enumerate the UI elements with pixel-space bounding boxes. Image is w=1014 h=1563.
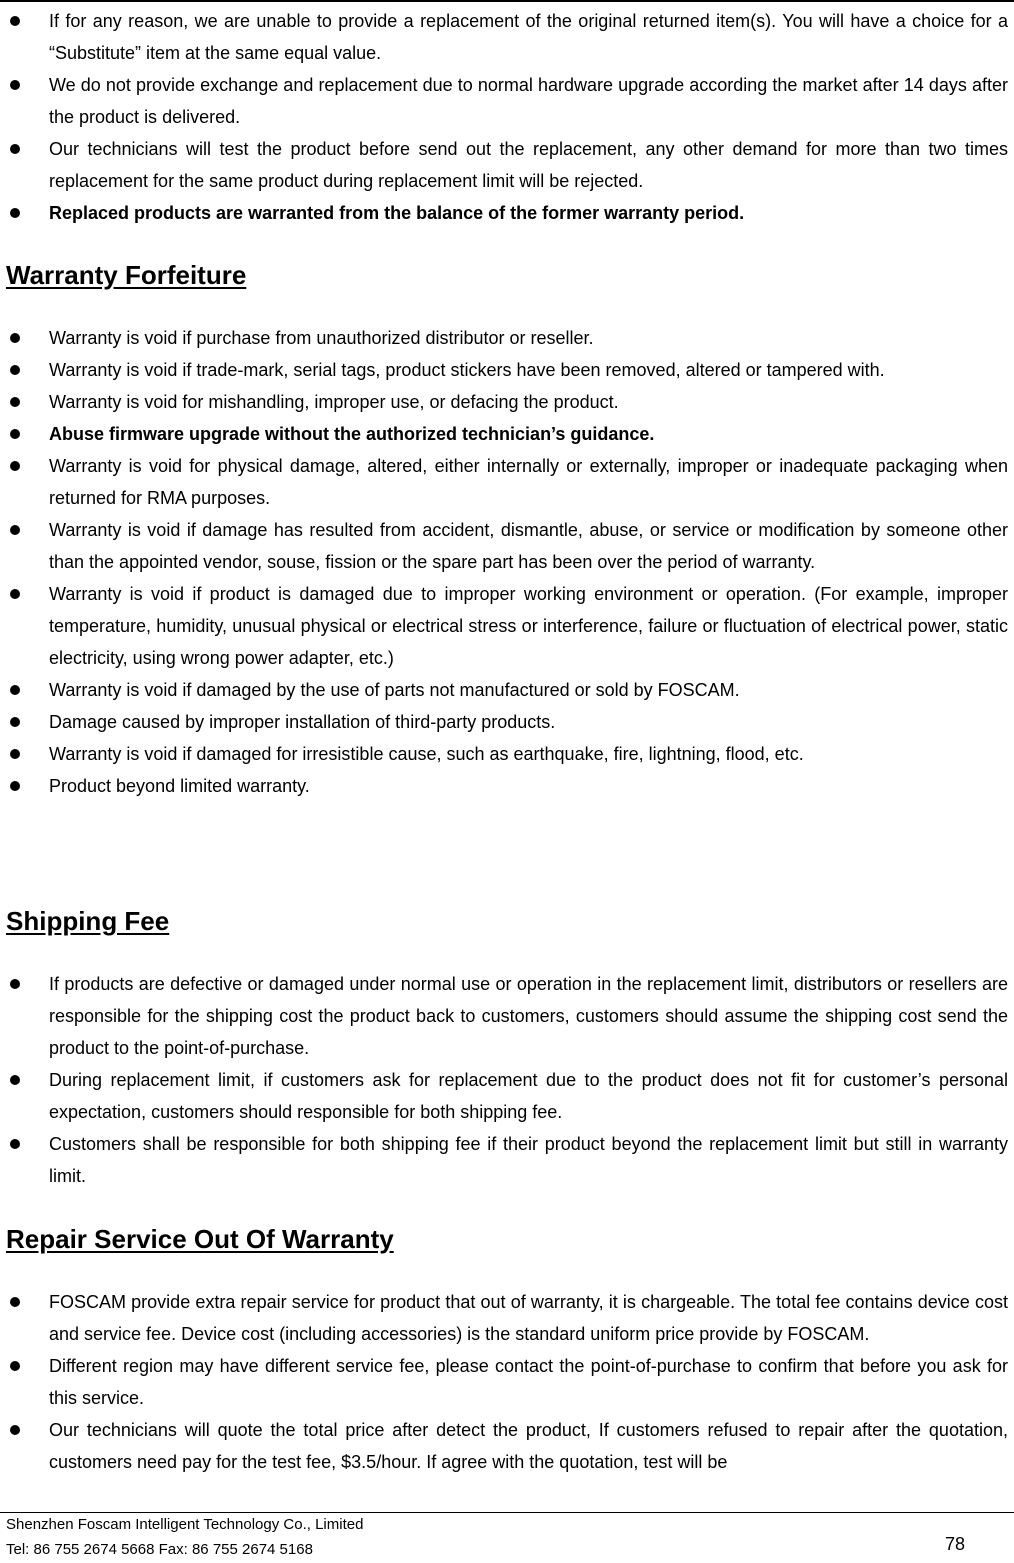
footer-contact: Tel: 86 755 2674 5668 Fax: 86 755 2674 5168 xyxy=(6,1541,313,1558)
bullet-icon xyxy=(10,80,20,90)
list-item: Warranty is void if damage has resulted from accident, dismantle, abuse, or service or modification by someone other than the appointed vendor, souse, fission or the spare part has been over the period of warranty. xyxy=(0,514,1014,578)
top-rule xyxy=(0,0,1014,2)
section-heading-shipping-fee: Shipping Fee xyxy=(6,906,170,936)
repair-service-list xyxy=(0,1286,1014,1478)
bullet-icon xyxy=(10,429,20,439)
bullet-icon xyxy=(10,781,20,791)
bullet-icon xyxy=(10,397,20,407)
bullet-icon xyxy=(10,1139,20,1149)
bullet-icon xyxy=(10,16,20,26)
shipping-fee-list xyxy=(0,968,1014,1192)
bullet-icon xyxy=(10,1297,20,1307)
bullet-icon xyxy=(10,685,20,695)
bullet-icon xyxy=(10,208,20,218)
list-item: FOSCAM provide extra repair service for product that out of warranty, it is chargeable. The total fee contains device cost and service fee. Device cost (including accessories) is the standard uniform price provide by FOSCAM. xyxy=(0,1286,1014,1350)
warranty-forfeiture-list xyxy=(0,322,1014,802)
list-item: Abuse firmware upgrade without the authorized technician’s guidance. xyxy=(0,418,1014,450)
list-item: Warranty is void if damaged by the use of parts not manufactured or sold by FOSCAM. xyxy=(0,674,1014,706)
bullet-icon xyxy=(10,333,20,343)
bullet-icon xyxy=(10,749,20,759)
list-item: Warranty is void if product is damaged due to improper working environment or operation. (For example, improper temperature, humidity, unusual physical or electrical stress or interference, failure or fluctuation of electrical power, static electricity, using wrong power adapter, etc.) xyxy=(0,578,1014,674)
list-item: Warranty is void for physical damage, altered, either internally or externally, improper or inadequate packaging when returned for RMA purposes. xyxy=(0,450,1014,514)
list-item: If for any reason, we are unable to provide a replacement of the original returned item(s). You will have a choice for a “Substitute” item at the same equal value. xyxy=(0,5,1014,69)
bullet-icon xyxy=(10,717,20,727)
list-item: Warranty is void for mishandling, improper use, or defacing the product. xyxy=(0,386,1014,418)
list-item: Different region may have different service fee, please contact the point-of-purchase to confirm that before you ask for this service. xyxy=(0,1350,1014,1414)
list-item: Our technicians will test the product before send out the replacement, any other demand for more than two times replacement for the same product during replacement limit will be rejected. xyxy=(0,133,1014,197)
list-item: We do not provide exchange and replacement due to normal hardware upgrade according the market after 14 days after the product is delivered. xyxy=(0,69,1014,133)
bullet-icon xyxy=(10,589,20,599)
page-footer xyxy=(0,1512,1014,1563)
bullet-icon xyxy=(10,1075,20,1085)
list-item: Warranty is void if damaged for irresistible cause, such as earthquake, fire, lightning, flood, etc. xyxy=(0,738,1014,770)
page-number: 78 xyxy=(945,1534,966,1554)
bullet-icon xyxy=(10,979,20,989)
list-item: Replaced products are warranted from the balance of the former warranty period. xyxy=(0,197,1014,229)
bullet-icon xyxy=(10,525,20,535)
footer-company: Shenzhen Foscam Intelligent Technology Co., Limited xyxy=(6,1516,364,1533)
list-item: Customers shall be responsible for both shipping fee if their product beyond the replacement limit but still in warranty limit. xyxy=(0,1128,1014,1192)
list-item: Our technicians will quote the total price after detect the product, If customers refused to repair after the quotation, customers need pay for the test fee, $3.5/hour. If agree with the quotation, test will be xyxy=(0,1414,1014,1478)
bullet-icon xyxy=(10,461,20,471)
list-item: Warranty is void if purchase from unauthorized distributor or reseller. xyxy=(0,322,1014,354)
bullet-icon xyxy=(10,1361,20,1371)
list-item: If products are defective or damaged under normal use or operation in the replacement limit, distributors or resellers are responsible for the shipping cost the product back to customers, customers should assume the shipping cost send the product to the point-of-purchase. xyxy=(0,968,1014,1064)
bullet-icon xyxy=(10,144,20,154)
section-heading-repair-service: Repair Service Out Of Warranty xyxy=(6,1224,394,1254)
bullet-icon xyxy=(10,1425,20,1435)
replacement-list xyxy=(0,5,1014,229)
list-item: Warranty is void if trade-mark, serial tags, product stickers have been removed, altered or tampered with. xyxy=(0,354,1014,386)
list-item: Damage caused by improper installation of third-party products. xyxy=(0,706,1014,738)
bullet-icon xyxy=(10,365,20,375)
section-heading-warranty-forfeiture: Warranty Forfeiture xyxy=(6,260,247,290)
list-item: Product beyond limited warranty. xyxy=(0,770,1014,802)
list-item: During replacement limit, if customers ask for replacement due to the product does not fit for customer’s personal expectation, customers should responsible for both shipping fee. xyxy=(0,1064,1014,1128)
